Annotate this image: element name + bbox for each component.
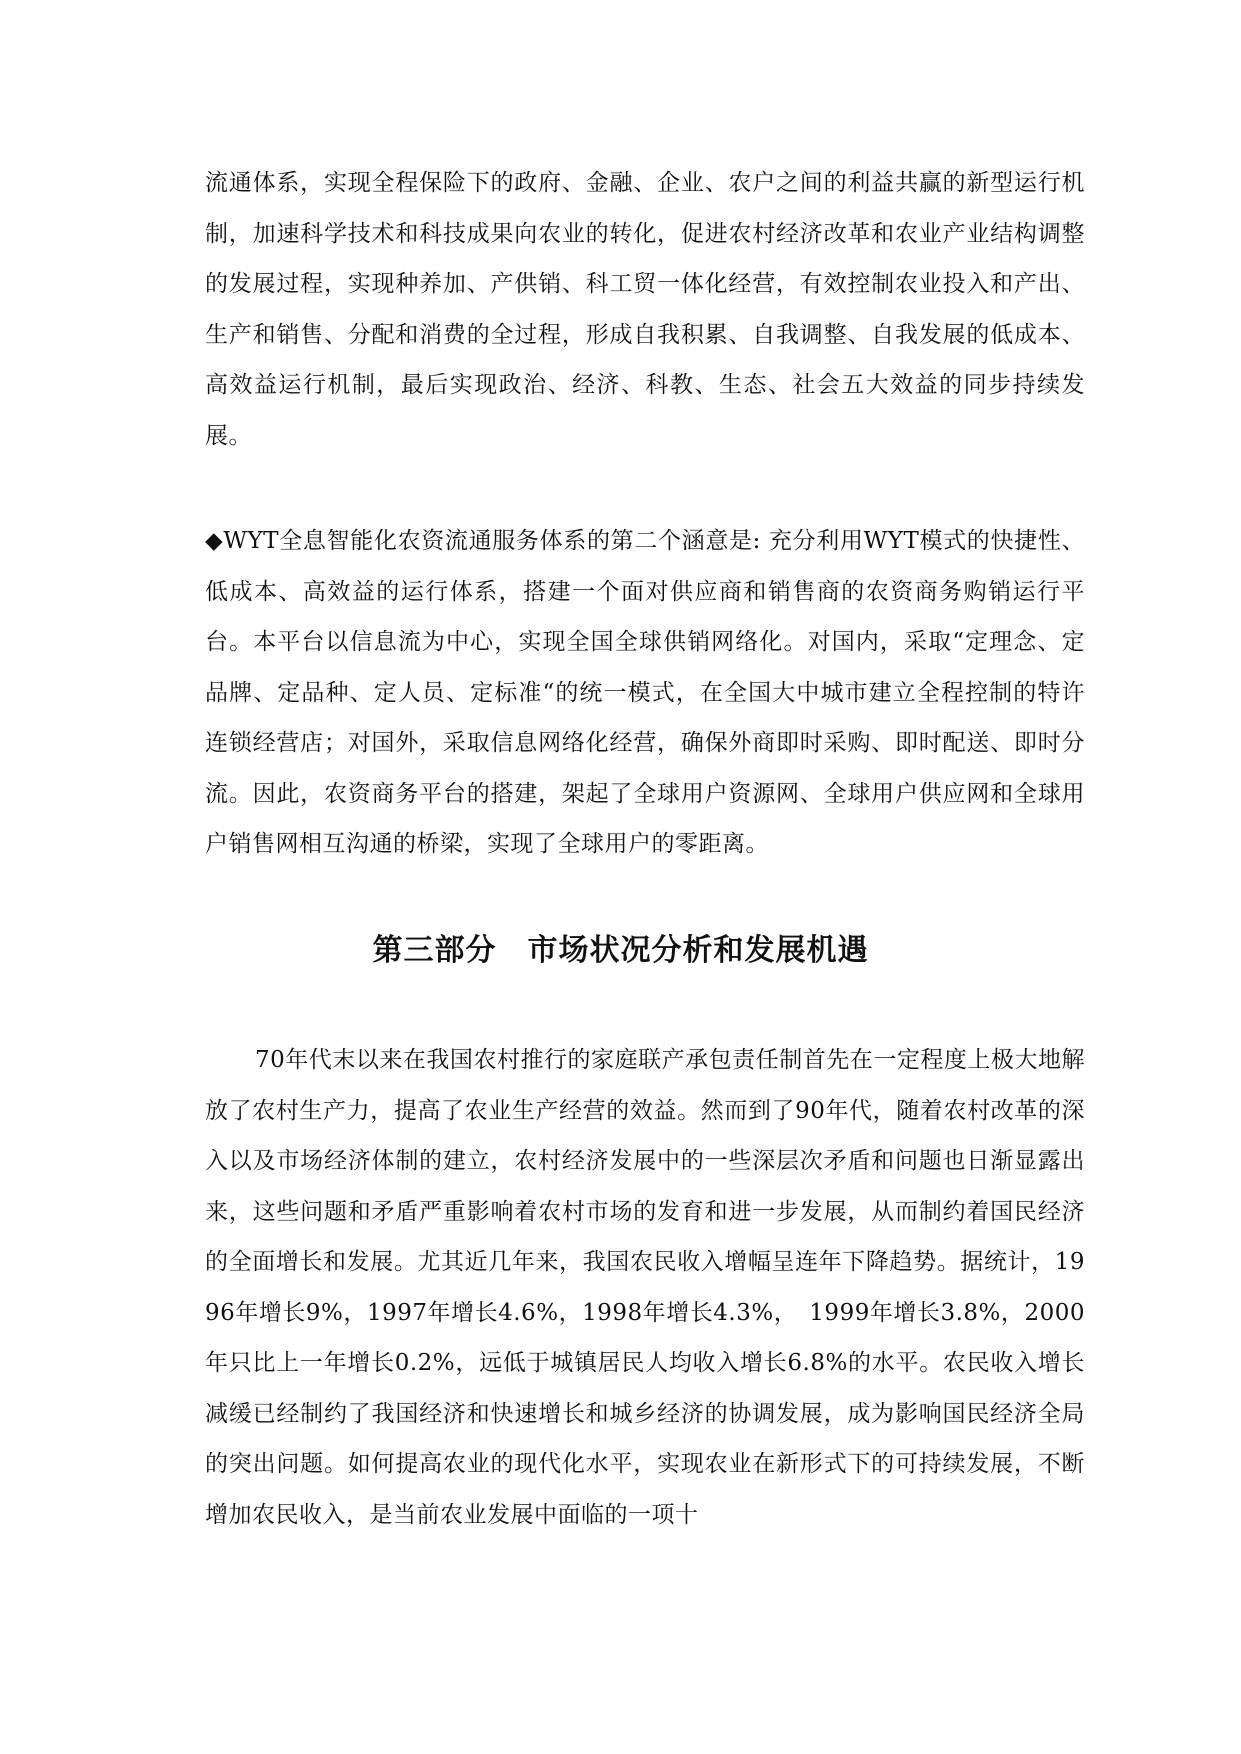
body-paragraph-2: ◆WYT全息智能化农资流通服务体系的第二个涵意是: 充分利用WYT模式的快捷性、低成本、高效益的运行体系，搭建一个面对供应商和销售商的农资商务购销运行平台。本平台以信息流为中心，实现全国全球供销网络化。对国内，采取“定理念、定品牌、定品种、定人员、定标准“的统一模式，在全国大中城市建立全程控制的特许连锁经营店；对国外，采取信息网络化经营，确保外商即时采购、即时配送、即时分流。因此，农资商务平台的搭建，架起了全球用户资源网、全球用户供应网和全球用户销售网相互沟通的桥梁，实现了全球用户的零距离。 bbox=[205, 528, 1085, 857]
section-heading: 第三部分 市场状况分析和发展机遇 bbox=[372, 933, 869, 968]
body-paragraph-1: 流通体系，实现全程保险下的政府、金融、企业、农户之间的利益共赢的新型运行机制，加速科学技术和科技成果向农业的转化，促进农村经济改革和农业产业结构调整的发展过程，实现种养加、产供销、科工贸一体化经营，有效控制农业投入和产出、生产和销售、分配和消费的全过程，形成自我积累、自我调整、自我发展的低成本、高效益运行机制，最后实现政治、经济、科教、生态、社会五大效益的同步持续发展。 bbox=[205, 170, 1085, 449]
body-paragraph-3: 70年代末以来在我国农村推行的家庭联产承包责任制首先在一定程度上极大地解放了农村生产力，提高了农业生产经营的效益。然而到了90年代，随着农村改革的深入以及市场经济体制的建立，农村经济发展中的一些深层次矛盾和问题也日渐显露出来，这些问题和矛盾严重影响着农村市场的发育和进一步发展，从而制约着国民经济的全面增长和发展。尤其近几年来，我国农民收入增幅呈连年下降趋势。据统计，1996年增长9%，1997年增长4.6%，1998年增长4.3%， 1999年增长3.8%，2000年只比上一年增长0.2%，远低于城镇居民人均收入增长6.8%的水平。农民收入增长减缓已经制约了我国经济和快速增长和城乡经济的协调发展，成为影响国民经济全局的突出问题。如何提高农业的现代化水平，实现农业在新形式下的可持续发展，不断增加农民收入，是当前农业发展中面临的一项十 bbox=[205, 1047, 1085, 1528]
